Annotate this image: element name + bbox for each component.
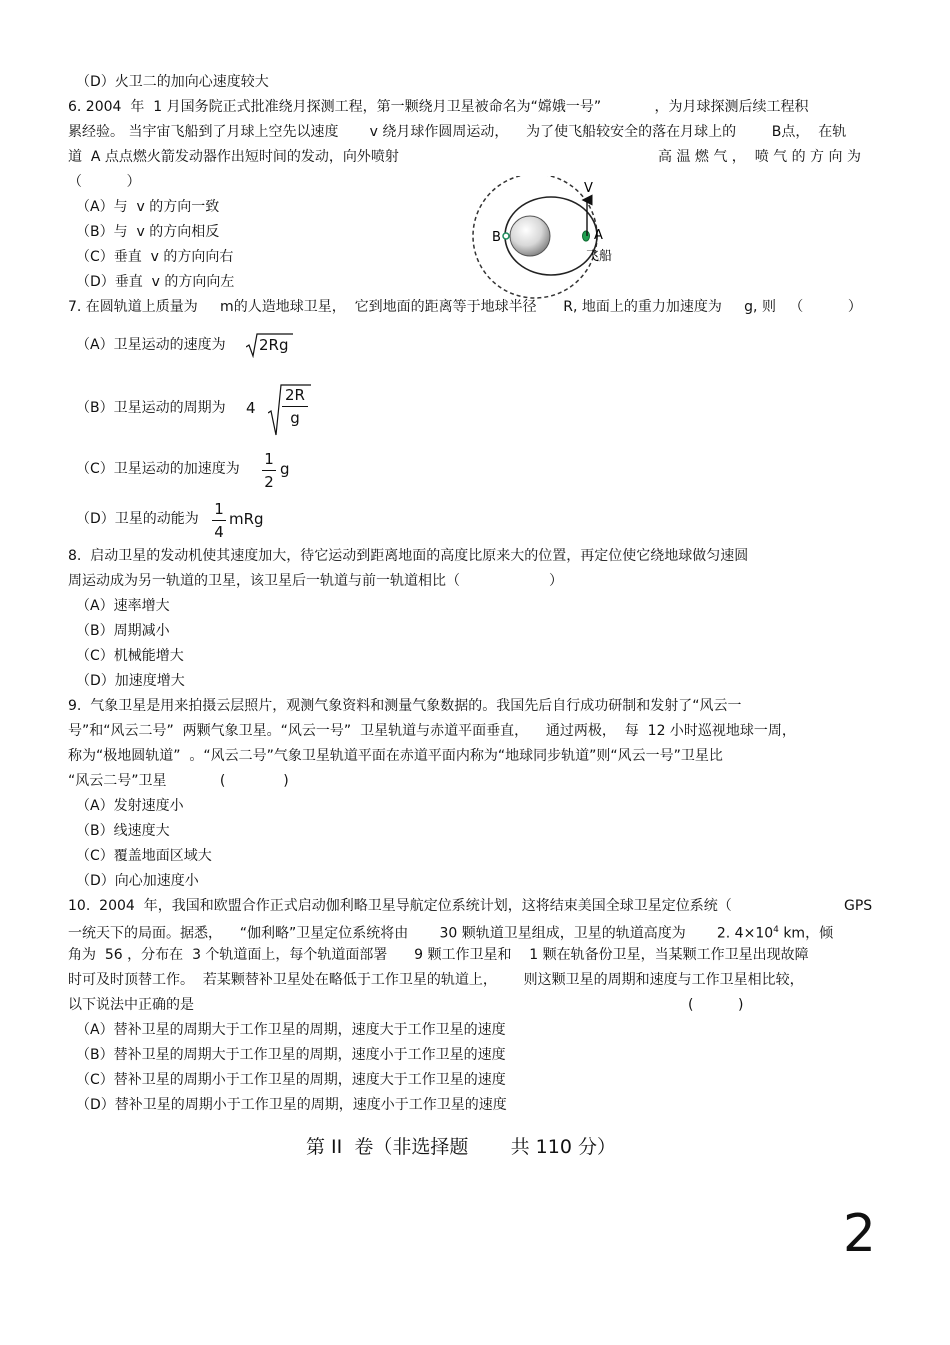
q7-option-b-numerator: 2R — [285, 386, 305, 404]
q8-stem-line-1: 8. 启动卫星的发动机使其速度加大，待它运动到距离地面的高度比原来大的位置，再定位使它绕地球做匀速圆 — [68, 548, 749, 564]
q9-stem-line-1: 9. 气象卫星是用来拍摄云层照片，观测气象资料和测量气象数据的。我国先后自行成功研制和发射了“风云一 — [68, 698, 742, 714]
label-v: V — [584, 181, 593, 196]
q9-option-c: （C）覆盖地面区域大 — [76, 848, 212, 864]
q10-stem-line-4: 时可及时顶替工作。 若某颗替补卫星处在略低于工作卫星的轨道上， 则这颗卫星的周期和速度与工作卫星相比较， — [68, 972, 804, 988]
q8-option-a: （A）速率增大 — [76, 598, 170, 614]
q6-answer-blank: （ ） — [68, 174, 141, 190]
q10-stem-line-2 — [68, 921, 833, 943]
q7-option-c-numerator: 1 — [264, 450, 274, 468]
q10-stem-line-1a: 10. 2004 年，我国和欧盟合作正式启动伽利略卫星导航定位系统计划，这将结束美国全球卫星定位系统（ — [68, 898, 732, 914]
orbit-diagram — [468, 176, 628, 301]
q7-option-d-label: （D）卫星的动能为 — [76, 511, 199, 527]
q5-option-d: （D）火卫二的加向心速度较大 — [76, 74, 269, 90]
q8-stem-line-2: 周运动成为另一轨道的卫星，该卫星后一轨道与前一轨道相比（ ） — [68, 573, 564, 589]
q6-stem-line-3b: 高 温 燃 气 ， 喷 气 的 方 向 为 — [658, 149, 861, 165]
q10-option-d: （D）替补卫星的周期小于工作卫星的周期，速度小于工作卫星的速度 — [76, 1097, 507, 1113]
q9-stem-line-2: 号”和“风云二号” 两颗气象卫星。“风云一号” 卫星轨道与赤道平面垂直， 通过两极， 每 12 小时巡视地球一周， — [68, 723, 796, 739]
q7-option-b-fraction — [282, 385, 308, 428]
q7-option-b-label: （B）卫星运动的周期为 — [76, 400, 226, 416]
q7-option-c-denominator: 2 — [264, 473, 274, 491]
q8-option-d: （D）加速度增大 — [76, 673, 185, 689]
q10-option-c: （C）替补卫星的周期小于工作卫星的周期，速度大于工作卫星的速度 — [76, 1072, 506, 1088]
q7-option-c-label: （C）卫星运动的加速度为 — [76, 461, 240, 477]
moon — [510, 216, 550, 256]
q7-option-a-label: （A）卫星运动的速度为 — [76, 337, 226, 353]
spaceship-marker — [583, 231, 590, 241]
q10-option-b: （B）替补卫星的周期大于工作卫星的周期，速度小于工作卫星的速度 — [76, 1047, 506, 1063]
q10-stem-line-2a: 一统天下的局面。据悉， “伽利略”卫星定位系统将由 30 颗轨道卫星组成，卫星的轨道高度为 2. 4×10 — [68, 925, 774, 942]
q7-option-a-expression: 2Rg — [259, 336, 289, 354]
q9-option-b: （B）线速度大 — [76, 823, 170, 839]
q10-answer-blank: ( ) — [688, 997, 744, 1013]
label-b: B — [492, 230, 501, 245]
q10-option-a: （A）替补卫星的周期大于工作卫星的周期，速度大于工作卫星的速度 — [76, 1022, 506, 1038]
q7-option-c-tail: g — [280, 460, 290, 478]
page-number: 2 — [842, 1204, 876, 1264]
label-a: A — [594, 228, 603, 243]
point-b-marker — [503, 233, 509, 239]
q7-option-c-fraction — [262, 449, 276, 492]
q10-stem-line-3: 角为 56 ，分布在 3 个轨道面上，每个轨道面部署 9 颗工作卫星和 1 颗在轨备份卫星，当某颗工作卫星出现故障 — [68, 947, 809, 963]
q6-stem-line-2: 累经验。 当宇宙飞船到了月球上空先以速度 v 绕月球作圆周运动， 为了使飞船较安全的落在月球上的 B点， 在轨 — [68, 124, 847, 140]
section-title: 第 II 卷（非选择题 共 110 分） — [306, 1136, 616, 1158]
q7-option-d-tail: mRg — [229, 510, 264, 528]
q10-stem-line-5a: 以下说法中正确的是 — [68, 997, 194, 1013]
q6-option-a: （A）与 v 的方向一致 — [76, 199, 220, 215]
q6-stem-line-1: 6. 2004 年 1 月国务院正式批准绕月探测工程，第一颗绕月卫星被命名为“嫦娥一号” ，为月球探测后续工程积 — [68, 99, 809, 115]
q7-option-d-fraction — [212, 499, 226, 542]
q10-stem-line-2b: km，倾 — [778, 925, 834, 942]
label-spaceship: 飞船 — [586, 249, 613, 264]
q6-option-c: （C）垂直 v 的方向向右 — [76, 249, 234, 265]
q8-option-b: （B）周期减小 — [76, 623, 170, 639]
q7-stem: 7. 在圆轨道上质量为 m的人造地球卫星， 它到地面的距离等于地球半径 R, 地面上的重力加速度为 g, 则 （ ） — [68, 299, 862, 315]
q8-option-c: （C）机械能增大 — [76, 648, 184, 664]
q9-stem-line-3: 称为“极地圆轨道” 。“风云二号”气象卫星轨道平面在赤道平面内称为“地球同步轨道”则“风云一号”卫星比 — [68, 748, 723, 764]
q9-option-d: （D）向心加速度小 — [76, 873, 199, 889]
q9-stem-line-4: “风云二号”卫星 ( ) — [68, 773, 289, 789]
q7-option-d-denominator: 4 — [214, 523, 224, 541]
q6-stem-line-3a: 道 A 点点燃火箭发动器作出短时间的发动，向外喷射 — [68, 149, 399, 165]
q10-stem-line-1b: GPS — [844, 898, 873, 914]
q7-option-d-numerator: 1 — [214, 500, 224, 518]
q10-exponent: 4 — [773, 925, 779, 935]
q6-option-b: （B）与 v 的方向相反 — [76, 224, 220, 240]
q7-option-b-denominator: g — [290, 409, 300, 427]
q9-option-a: （A）发射速度小 — [76, 798, 184, 814]
q6-option-d: （D）垂直 v 的方向向左 — [76, 274, 235, 290]
q7-option-b-coefficient: 4 — [246, 399, 256, 417]
